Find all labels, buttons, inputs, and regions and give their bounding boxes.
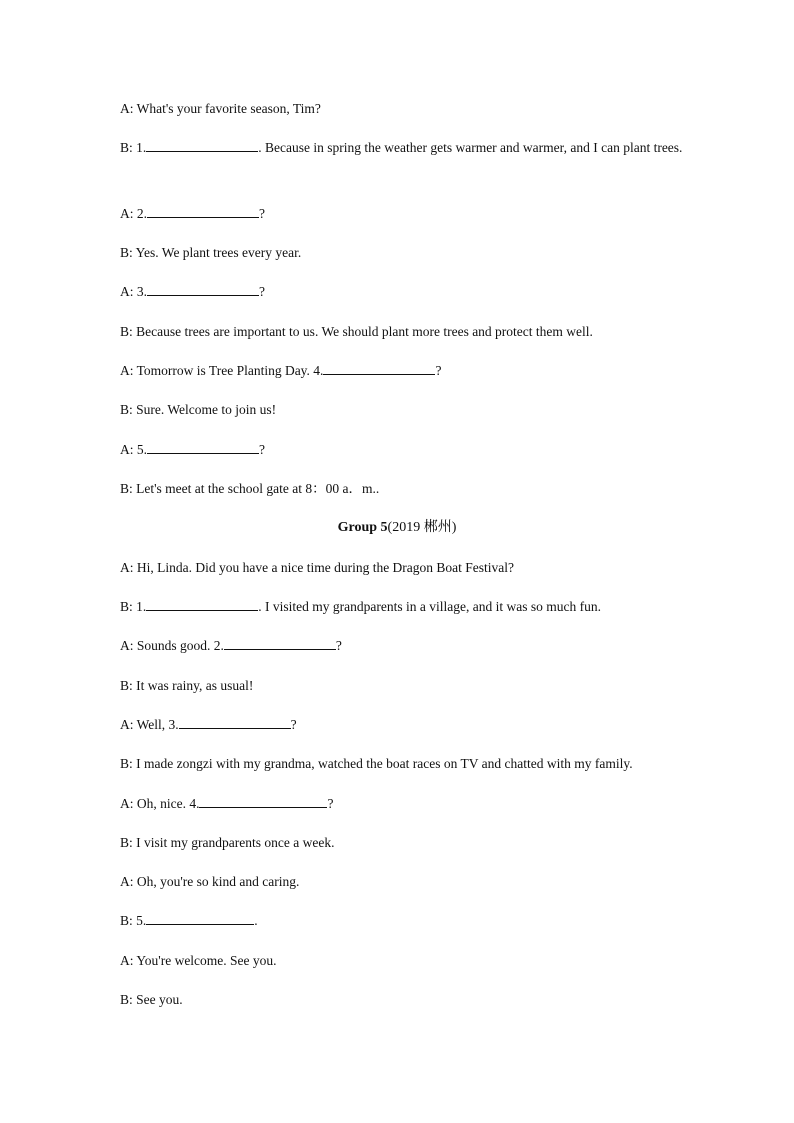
dialogue-line: B: Sure. Welcome to join us!	[120, 402, 277, 417]
dialogue-line: A: 3. ?	[120, 284, 265, 299]
answer-blank[interactable]	[146, 597, 258, 611]
section-heading: Group 5(2019 郴州)	[337, 520, 457, 535]
dialogue-line: B: 5. .	[120, 913, 258, 928]
answer-blank[interactable]	[146, 138, 258, 152]
answer-blank[interactable]	[179, 715, 291, 729]
dialogue-line: B: I made zongzi with my grandma, watched the boat races on TV and chatted with my family.	[120, 756, 633, 771]
dialogue-line: B: Let's meet at the school gate at 8：00 a．m..	[120, 481, 380, 496]
dialogue-line: B: See you.	[120, 992, 183, 1007]
dialogue-line: B: Yes. We plant trees every year.	[120, 245, 302, 260]
dialogue-line: A: Tomorrow is Tree Planting Day. 4. ?	[120, 363, 442, 378]
answer-blank[interactable]	[199, 794, 327, 808]
dialogue-line: B: 1. . Because in spring the weather gets warmer and warmer, and I can plant trees.	[120, 140, 683, 155]
answer-blank[interactable]	[146, 911, 254, 925]
dialogue-line: A: Sounds good. 2. ?	[120, 638, 342, 653]
dialogue-line: A: Oh, nice. 4. ?	[120, 796, 334, 811]
dialogue-line: B: I visit my grandparents once a week.	[120, 835, 335, 850]
answer-blank[interactable]	[323, 361, 435, 375]
answer-blank[interactable]	[224, 636, 336, 650]
dialogue-line: A: 2. ?	[120, 206, 265, 221]
dialogue-line: B: 1. . I visited my grandparents in a village, and it was so much fun.	[120, 599, 601, 614]
dialogue-line: B: Because trees are important to us. We should plant more trees and protect them well.	[120, 324, 593, 339]
answer-blank[interactable]	[147, 204, 259, 218]
answer-blank[interactable]	[147, 440, 259, 454]
dialogue-line: A: What's your favorite season, Tim?	[120, 101, 321, 116]
dialogue-line: A: Well, 3. ?	[120, 717, 297, 732]
dialogue-line: B: It was rainy, as usual!	[120, 678, 254, 693]
dialogue-line: A: Hi, Linda. Did you have a nice time during the Dragon Boat Festival?	[120, 560, 515, 575]
dialogue-line: A: Oh, you're so kind and caring.	[120, 874, 300, 889]
answer-blank[interactable]	[147, 282, 259, 296]
dialogue-line: A: 5. ?	[120, 442, 265, 457]
dialogue-line: A: You're welcome. See you.	[120, 953, 277, 968]
